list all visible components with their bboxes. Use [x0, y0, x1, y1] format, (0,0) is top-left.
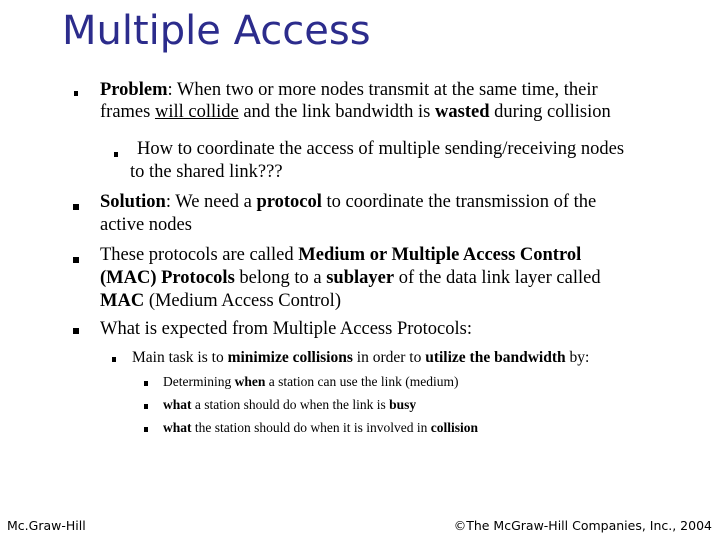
footer-publisher: Mc.Graw-Hill: [7, 518, 86, 533]
main-task-text-pre: Main task is to: [132, 349, 228, 366]
bullet-icon: [74, 91, 78, 96]
sub-item-bold-2: busy: [389, 397, 417, 412]
slide-title: Multiple Access: [62, 8, 371, 54]
protocols-bold-4: MAC: [100, 291, 145, 311]
protocols-line-1: [100, 244, 581, 266]
bullet-icon: [114, 152, 118, 157]
protocols-bold: Medium or Multiple Access Control: [298, 245, 582, 265]
sub-item-bold-2: collision: [430, 420, 479, 435]
sub-item-bold: what: [163, 397, 192, 412]
problem-line-1: [100, 79, 598, 101]
sub-item-text-post: a station should do when the link is: [191, 397, 390, 412]
protocols-bold-3: sublayer: [326, 268, 395, 288]
bullet-icon: [73, 328, 79, 334]
bullet-icon: [144, 404, 148, 409]
protocols-text-post: of the data link layer called: [394, 268, 601, 288]
main-task-text-post: by:: [565, 349, 590, 366]
main-task-text-mid: in order to: [352, 349, 426, 366]
protocols-line-2: [100, 267, 601, 289]
sub-item-text-post: the station should do when it is involved in: [191, 420, 431, 435]
main-task-line: [132, 348, 589, 368]
problem-text-mid: and the link bandwidth is: [238, 102, 436, 122]
bullet-icon: [144, 381, 148, 386]
sub-item-bold: when: [234, 374, 266, 389]
protocols-line-3: [100, 290, 341, 312]
protocols-text-pre: These protocols are called: [100, 245, 299, 265]
solution-bold: protocol: [256, 192, 322, 212]
problem-text: : When two or more nodes transmit at the same time, their: [167, 80, 598, 100]
sub-item-2: [163, 396, 416, 414]
footer-copyright: ©The McGraw-Hill Companies, Inc., 2004: [453, 518, 712, 533]
protocols-text-post-2: (Medium Access Control): [144, 291, 341, 311]
expected-line-1: What is expected from Multiple Access Protocols:: [100, 319, 472, 339]
bullet-icon: [144, 427, 148, 432]
solution-text-mid: : We need a: [165, 192, 257, 212]
bullet-icon: [73, 257, 79, 263]
problem-underlined: will collide: [154, 102, 239, 122]
solution-text-post: to coordinate the transmission of the: [321, 192, 597, 212]
bullet-icon: [73, 204, 79, 210]
protocols-text-mid: belong to a: [234, 268, 327, 288]
protocols-bold-2: (MAC) Protocols: [100, 268, 235, 288]
question-line-1: How to coordinate the access of multiple sending/receiving nodes: [137, 139, 625, 159]
problem-bold: wasted: [435, 102, 490, 122]
problem-text-post: during collision: [489, 102, 611, 122]
problem-label: Problem: [100, 80, 168, 100]
sub-item-3: [163, 419, 478, 437]
sub-item-bold: what: [163, 420, 192, 435]
bullet-icon: [112, 357, 116, 362]
main-task-bold-1: minimize collisions: [227, 349, 353, 366]
problem-text-pre: frames: [100, 102, 155, 122]
sub-item-text-post: a station can use the link (medium): [265, 374, 459, 389]
solution-line-1: [100, 191, 596, 213]
main-task-bold-2: utilize the bandwidth: [425, 349, 566, 366]
sub-item-text-pre: Determining: [163, 374, 235, 389]
question-line-2: to the shared link???: [130, 162, 283, 182]
problem-line-2: [100, 101, 611, 123]
solution-label: Solution: [100, 192, 166, 212]
sub-item-1: [163, 373, 458, 391]
solution-line-2: active nodes: [100, 215, 192, 235]
